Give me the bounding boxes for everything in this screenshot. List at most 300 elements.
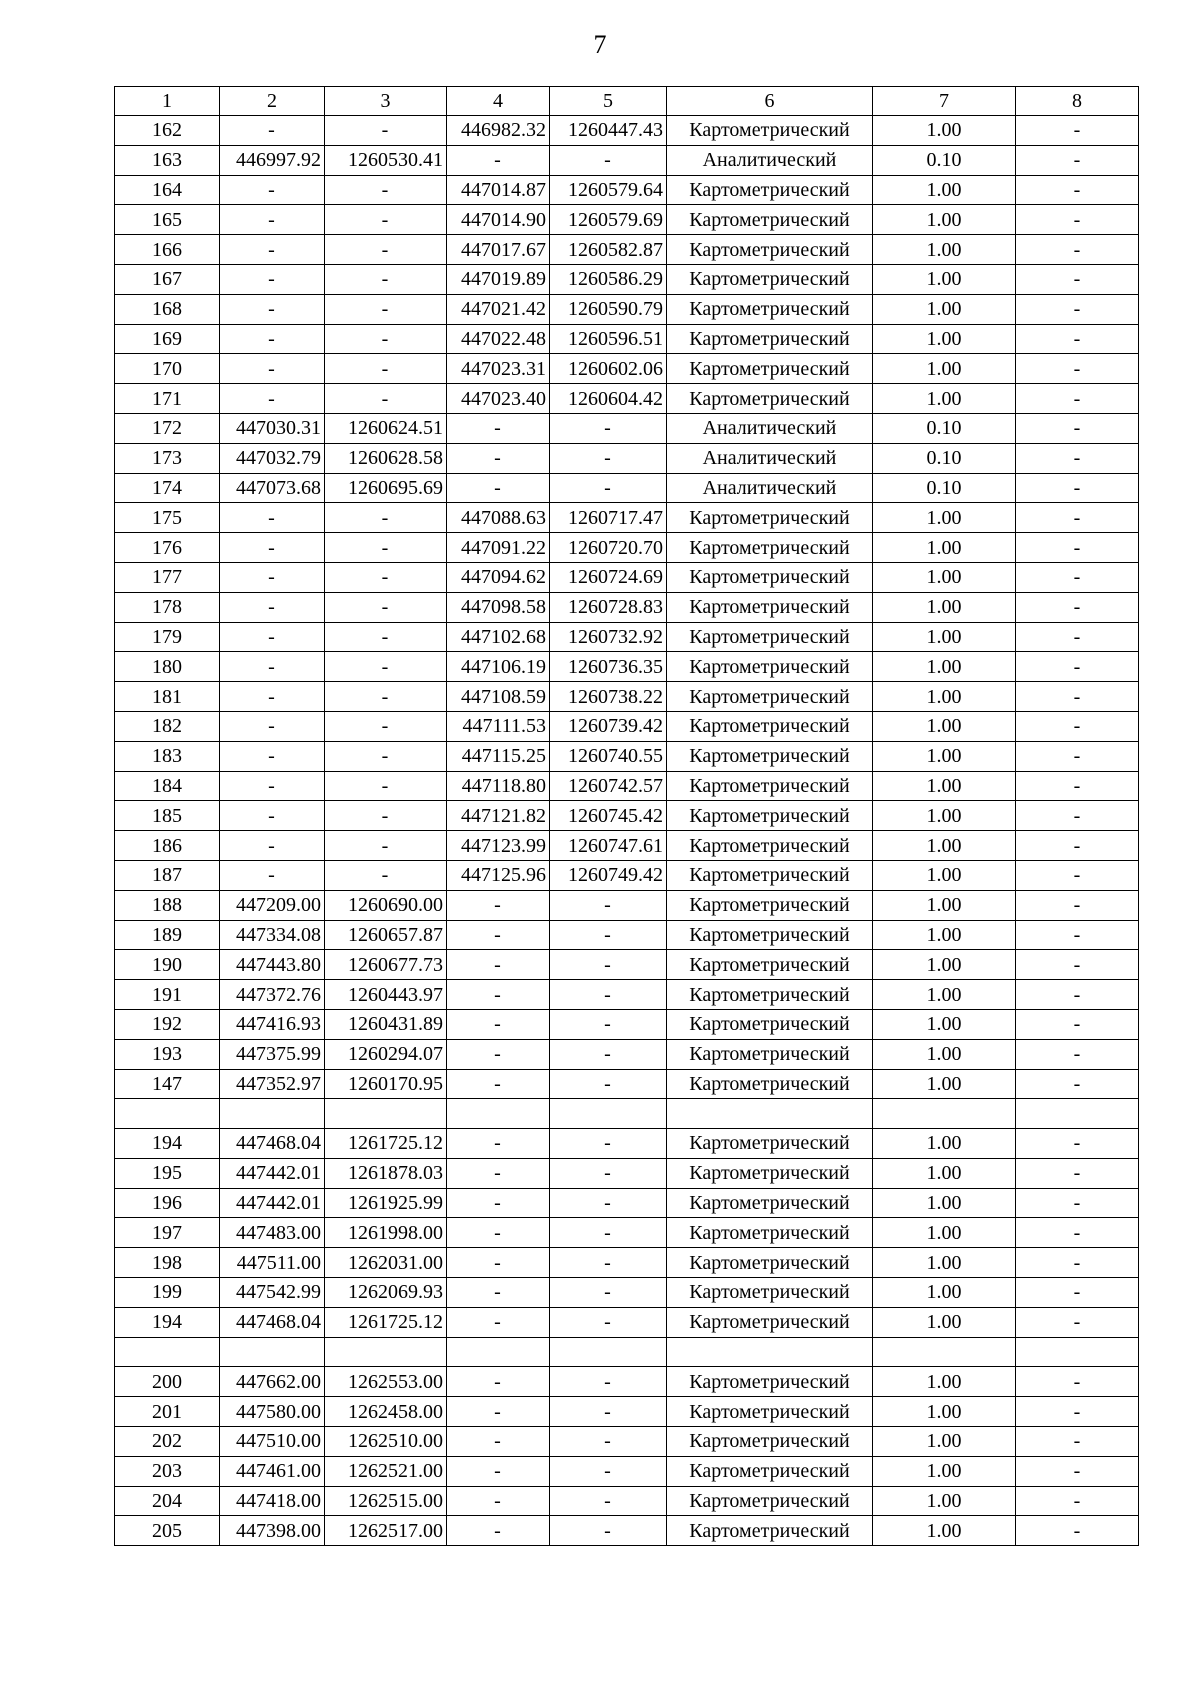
column-header-7: 7 <box>873 87 1016 116</box>
table-cell: - <box>550 1367 667 1397</box>
table-cell: - <box>550 473 667 503</box>
table-cell: 186 <box>115 831 220 861</box>
table-cell: - <box>220 801 325 831</box>
table-cell: 1262517.00 <box>325 1516 447 1546</box>
table-cell: Аналитический <box>667 443 873 473</box>
table-row <box>115 324 1139 354</box>
table-cell: - <box>325 831 447 861</box>
table-cell: Картометрический <box>667 831 873 861</box>
column-header-1: 1 <box>115 87 220 116</box>
table-cell: Картометрический <box>667 860 873 890</box>
table-cell <box>115 1099 220 1129</box>
table-cell <box>1016 1099 1139 1129</box>
table-cell <box>447 1099 550 1129</box>
table-cell: Картометрический <box>667 950 873 980</box>
table-cell: - <box>325 354 447 384</box>
table-cell: 1.00 <box>873 205 1016 235</box>
table-cell: - <box>447 890 550 920</box>
table-cell: 447123.99 <box>447 831 550 861</box>
table-cell: - <box>1016 592 1139 622</box>
table-cell: Картометрический <box>667 1486 873 1516</box>
table-cell: 1.00 <box>873 1427 1016 1457</box>
table-cell: 1260677.73 <box>325 950 447 980</box>
table-cell: 447088.63 <box>447 503 550 533</box>
table-cell: 1260736.35 <box>550 652 667 682</box>
table-cell: - <box>550 145 667 175</box>
table-cell: - <box>220 741 325 771</box>
table-cell: - <box>1016 1069 1139 1099</box>
table-cell: 447023.31 <box>447 354 550 384</box>
table-cell: Картометрический <box>667 980 873 1010</box>
table-cell: 1.00 <box>873 860 1016 890</box>
table-cell: - <box>325 235 447 265</box>
table-cell: 1260739.42 <box>550 711 667 741</box>
table-cell: 1.00 <box>873 1069 1016 1099</box>
table-cell: - <box>220 860 325 890</box>
table-row <box>115 384 1139 414</box>
table-cell: Картометрический <box>667 711 873 741</box>
table-cell: Картометрический <box>667 920 873 950</box>
table-cell: - <box>447 1069 550 1099</box>
table-cell: 1260728.83 <box>550 592 667 622</box>
table-cell: - <box>447 1486 550 1516</box>
table-cell: 1.00 <box>873 562 1016 592</box>
table-cell: - <box>1016 1456 1139 1486</box>
table-cell: Картометрический <box>667 1427 873 1457</box>
table-cell: 1.00 <box>873 950 1016 980</box>
table-cell: 1.00 <box>873 235 1016 265</box>
table-cell: 447334.08 <box>220 920 325 950</box>
table-cell: 1260745.42 <box>550 801 667 831</box>
column-header-3: 3 <box>325 87 447 116</box>
table-cell: 0.10 <box>873 473 1016 503</box>
table-cell: - <box>1016 175 1139 205</box>
table-cell: - <box>447 1456 550 1486</box>
table-cell: 174 <box>115 473 220 503</box>
table-cell: - <box>550 1278 667 1308</box>
table-cell: - <box>1016 205 1139 235</box>
table-cell: 187 <box>115 860 220 890</box>
table-cell: 191 <box>115 980 220 1010</box>
table-cell: 447021.42 <box>447 294 550 324</box>
table-cell: - <box>325 116 447 146</box>
table-cell: - <box>550 1427 667 1457</box>
table-cell: 1260431.89 <box>325 1009 447 1039</box>
table-row <box>115 950 1139 980</box>
table-cell: 1.00 <box>873 1456 1016 1486</box>
table-cell: 1.00 <box>873 1188 1016 1218</box>
table-row <box>115 205 1139 235</box>
table-cell: 447094.62 <box>447 562 550 592</box>
table-row <box>115 1456 1139 1486</box>
table-cell: 1.00 <box>873 711 1016 741</box>
table-cell: - <box>550 1218 667 1248</box>
table-cell: 1.00 <box>873 354 1016 384</box>
table-cell: 1262458.00 <box>325 1397 447 1427</box>
table-cell: 178 <box>115 592 220 622</box>
table-cell: - <box>325 562 447 592</box>
table-cell: 205 <box>115 1516 220 1546</box>
table-cell: - <box>325 503 447 533</box>
table-cell: 167 <box>115 264 220 294</box>
table-row <box>115 175 1139 205</box>
table-cell: 194 <box>115 1129 220 1159</box>
table-cell: 188 <box>115 890 220 920</box>
table-cell: 447073.68 <box>220 473 325 503</box>
table-cell: - <box>1016 116 1139 146</box>
table-cell <box>550 1337 667 1367</box>
table-cell: - <box>1016 1039 1139 1069</box>
table-cell: 1261925.99 <box>325 1188 447 1218</box>
table-cell: Картометрический <box>667 1129 873 1159</box>
table-cell: 1.00 <box>873 1218 1016 1248</box>
table-row <box>115 235 1139 265</box>
table-cell: - <box>1016 1129 1139 1159</box>
table-cell: 0.10 <box>873 413 1016 443</box>
table-cell: 165 <box>115 205 220 235</box>
table-cell: - <box>550 413 667 443</box>
table-cell: 447442.01 <box>220 1188 325 1218</box>
table-cell: - <box>1016 682 1139 712</box>
table-cell: 190 <box>115 950 220 980</box>
table-cell: - <box>220 264 325 294</box>
table-row <box>115 264 1139 294</box>
table-cell: - <box>1016 711 1139 741</box>
table-cell: 1260732.92 <box>550 622 667 652</box>
table-cell: 181 <box>115 682 220 712</box>
table-cell: 447468.04 <box>220 1129 325 1159</box>
table-cell: - <box>1016 562 1139 592</box>
table-cell: 447375.99 <box>220 1039 325 1069</box>
table-cell: 1.00 <box>873 920 1016 950</box>
table-cell: Картометрический <box>667 384 873 414</box>
table-cell: - <box>1016 1278 1139 1308</box>
table-cell: 204 <box>115 1486 220 1516</box>
table-cell: Картометрический <box>667 1278 873 1308</box>
table-cell: - <box>325 264 447 294</box>
table-cell: 1260720.70 <box>550 533 667 563</box>
table-cell: 447098.58 <box>447 592 550 622</box>
page-number: 7 <box>593 30 607 59</box>
table-cell: Картометрический <box>667 264 873 294</box>
table-cell: 1260596.51 <box>550 324 667 354</box>
table-cell: 1260742.57 <box>550 771 667 801</box>
table-cell: - <box>550 1188 667 1218</box>
table-cell: 1260695.69 <box>325 473 447 503</box>
table-cell: 1.00 <box>873 741 1016 771</box>
table-cell: 447017.67 <box>447 235 550 265</box>
table-cell: - <box>550 950 667 980</box>
table-cell: 1.00 <box>873 1009 1016 1039</box>
table-cell: 163 <box>115 145 220 175</box>
table-row <box>115 682 1139 712</box>
column-header-2: 2 <box>220 87 325 116</box>
table-cell: 172 <box>115 413 220 443</box>
table-cell: - <box>447 1516 550 1546</box>
table-cell: 1262553.00 <box>325 1367 447 1397</box>
table-cell: 179 <box>115 622 220 652</box>
table-cell: - <box>550 1516 667 1546</box>
table-row <box>115 1337 1139 1367</box>
table-cell: - <box>325 741 447 771</box>
table-cell: Картометрический <box>667 1397 873 1427</box>
table-cell: 200 <box>115 1367 220 1397</box>
table-row <box>115 1009 1139 1039</box>
table-cell: - <box>1016 980 1139 1010</box>
table-cell: 196 <box>115 1188 220 1218</box>
table-cell: - <box>220 116 325 146</box>
table-cell: - <box>1016 890 1139 920</box>
table-cell: 199 <box>115 1278 220 1308</box>
table-cell: Картометрический <box>667 1516 873 1546</box>
table-cell: 177 <box>115 562 220 592</box>
table-cell: 1260738.22 <box>550 682 667 712</box>
table-cell: 1.00 <box>873 980 1016 1010</box>
table-cell: Картометрический <box>667 1367 873 1397</box>
table-cell: Картометрический <box>667 354 873 384</box>
table-row <box>115 652 1139 682</box>
table-cell: - <box>550 1069 667 1099</box>
table-row <box>115 980 1139 1010</box>
table-cell: Картометрический <box>667 741 873 771</box>
table-cell: - <box>447 1427 550 1457</box>
table-cell: 1260624.51 <box>325 413 447 443</box>
table-cell: - <box>1016 741 1139 771</box>
table-cell: 1.00 <box>873 116 1016 146</box>
table-cell: 446997.92 <box>220 145 325 175</box>
table-cell: 1.00 <box>873 533 1016 563</box>
table-cell: - <box>1016 1307 1139 1337</box>
table-cell <box>220 1099 325 1129</box>
table-cell: - <box>1016 1009 1139 1039</box>
table-cell: - <box>220 831 325 861</box>
table-row <box>115 831 1139 861</box>
table-cell: 1260657.87 <box>325 920 447 950</box>
table-cell: Картометрический <box>667 1218 873 1248</box>
table-cell: 1.00 <box>873 1278 1016 1308</box>
table-cell: - <box>1016 1367 1139 1397</box>
table-cell: - <box>1016 1248 1139 1278</box>
table-cell: 447442.01 <box>220 1158 325 1188</box>
table-body <box>115 116 1139 1546</box>
table-cell: 1260590.79 <box>550 294 667 324</box>
table-row <box>115 1129 1139 1159</box>
table-cell: - <box>325 682 447 712</box>
table-cell: 1.00 <box>873 384 1016 414</box>
table-cell: 1260530.41 <box>325 145 447 175</box>
column-header-5: 5 <box>550 87 667 116</box>
table-row <box>115 1278 1139 1308</box>
table-cell: - <box>220 384 325 414</box>
table-cell: 184 <box>115 771 220 801</box>
table-cell: Картометрический <box>667 771 873 801</box>
table-row <box>115 622 1139 652</box>
table-cell: - <box>550 1307 667 1337</box>
table-cell: 447014.90 <box>447 205 550 235</box>
table-cell: 1.00 <box>873 1248 1016 1278</box>
table-cell: - <box>447 1278 550 1308</box>
table-cell: 168 <box>115 294 220 324</box>
table-cell: - <box>325 622 447 652</box>
table-cell: - <box>1016 503 1139 533</box>
table-cell <box>667 1099 873 1129</box>
table-cell: Картометрический <box>667 533 873 563</box>
table-cell <box>325 1099 447 1129</box>
table-cell: 1.00 <box>873 592 1016 622</box>
table-cell: 1260447.43 <box>550 116 667 146</box>
table-cell: 1260604.42 <box>550 384 667 414</box>
table-cell: - <box>550 980 667 1010</box>
table-cell: - <box>325 652 447 682</box>
table-row <box>115 1069 1139 1099</box>
table-cell: - <box>447 1129 550 1159</box>
table-cell: 1260749.42 <box>550 860 667 890</box>
table-cell: Картометрический <box>667 801 873 831</box>
table-cell: - <box>325 592 447 622</box>
table-cell: 1260579.64 <box>550 175 667 205</box>
table-cell <box>1016 1337 1139 1367</box>
table-cell: - <box>220 235 325 265</box>
table-row <box>115 562 1139 592</box>
table-cell: - <box>1016 831 1139 861</box>
table-row <box>115 145 1139 175</box>
table-cell: 447398.00 <box>220 1516 325 1546</box>
table-cell: 193 <box>115 1039 220 1069</box>
table-cell: - <box>325 384 447 414</box>
table-cell: - <box>550 1129 667 1159</box>
table-cell: 182 <box>115 711 220 741</box>
table-cell: 171 <box>115 384 220 414</box>
column-header-6: 6 <box>667 87 873 116</box>
table-cell: 180 <box>115 652 220 682</box>
table-cell: 1.00 <box>873 831 1016 861</box>
table-cell: 1.00 <box>873 771 1016 801</box>
table-cell: 1260690.00 <box>325 890 447 920</box>
table-cell: 1.00 <box>873 890 1016 920</box>
table-cell: - <box>447 1307 550 1337</box>
table-cell <box>115 1337 220 1367</box>
table-cell: 447468.04 <box>220 1307 325 1337</box>
table-cell: - <box>447 1367 550 1397</box>
table-cell <box>550 1099 667 1129</box>
table-cell: - <box>447 1188 550 1218</box>
table-cell: 1.00 <box>873 503 1016 533</box>
table-row <box>115 443 1139 473</box>
table-cell: 1262031.00 <box>325 1248 447 1278</box>
table-row <box>115 1039 1139 1069</box>
table-cell <box>873 1337 1016 1367</box>
table-cell: - <box>1016 354 1139 384</box>
table-cell: 447662.00 <box>220 1367 325 1397</box>
table-cell: - <box>220 533 325 563</box>
table-cell: 447019.89 <box>447 264 550 294</box>
table-cell: - <box>447 1009 550 1039</box>
table-cell: - <box>1016 920 1139 950</box>
table-cell: Аналитический <box>667 145 873 175</box>
table-cell: 447102.68 <box>447 622 550 652</box>
table-cell: 1260602.06 <box>550 354 667 384</box>
table-row <box>115 503 1139 533</box>
column-header-4: 4 <box>447 87 550 116</box>
table-cell: - <box>550 1039 667 1069</box>
table-cell: - <box>1016 413 1139 443</box>
table-row <box>115 1397 1139 1427</box>
table-cell: 1261998.00 <box>325 1218 447 1248</box>
table-cell: - <box>325 801 447 831</box>
table-cell: Картометрический <box>667 503 873 533</box>
table-cell: - <box>447 920 550 950</box>
table-cell: 1.00 <box>873 1307 1016 1337</box>
table-row <box>115 413 1139 443</box>
table-cell: 0.10 <box>873 145 1016 175</box>
table-cell <box>447 1337 550 1367</box>
table-cell: Картометрический <box>667 324 873 354</box>
table-cell: - <box>220 503 325 533</box>
table-cell: - <box>325 324 447 354</box>
table-cell: - <box>550 443 667 473</box>
table-cell: - <box>220 294 325 324</box>
table-cell: - <box>220 562 325 592</box>
table-cell: 447542.99 <box>220 1278 325 1308</box>
table-cell: - <box>447 473 550 503</box>
table-cell: - <box>1016 533 1139 563</box>
table-cell: 1260443.97 <box>325 980 447 1010</box>
table-cell: - <box>447 145 550 175</box>
table-cell: 1.00 <box>873 652 1016 682</box>
table-cell: 447022.48 <box>447 324 550 354</box>
table-cell: 446982.32 <box>447 116 550 146</box>
table-cell: - <box>447 1248 550 1278</box>
table-cell: 1.00 <box>873 1486 1016 1516</box>
table-cell: - <box>1016 1188 1139 1218</box>
table-cell: Картометрический <box>667 175 873 205</box>
table-cell: - <box>220 771 325 801</box>
table-row <box>115 1248 1139 1278</box>
table-cell: - <box>1016 860 1139 890</box>
table-row <box>115 801 1139 831</box>
table-row <box>115 1486 1139 1516</box>
table-cell: - <box>550 920 667 950</box>
table-cell: 202 <box>115 1427 220 1457</box>
table-cell: 169 <box>115 324 220 354</box>
table-cell: 1.00 <box>873 1397 1016 1427</box>
table-cell: 170 <box>115 354 220 384</box>
table-cell: Картометрический <box>667 682 873 712</box>
table-cell: - <box>1016 801 1139 831</box>
table-cell: 447416.93 <box>220 1009 325 1039</box>
table-cell: 189 <box>115 920 220 950</box>
table-cell: 447030.31 <box>220 413 325 443</box>
table-row <box>115 1307 1139 1337</box>
table-cell: - <box>447 950 550 980</box>
table-cell: 1260747.61 <box>550 831 667 861</box>
table-cell: - <box>1016 652 1139 682</box>
table-cell: 1262069.93 <box>325 1278 447 1308</box>
table-cell: - <box>550 1248 667 1278</box>
table-header-row <box>115 87 1139 116</box>
table-cell: 447121.82 <box>447 801 550 831</box>
table-cell: - <box>325 205 447 235</box>
table-cell: 447106.19 <box>447 652 550 682</box>
table-cell: - <box>220 175 325 205</box>
table-cell: 1262521.00 <box>325 1456 447 1486</box>
table-cell: - <box>220 592 325 622</box>
table-cell: - <box>1016 1516 1139 1546</box>
table-cell: - <box>550 890 667 920</box>
table-cell: - <box>1016 1427 1139 1457</box>
table-row <box>115 1158 1139 1188</box>
table-cell: - <box>1016 384 1139 414</box>
